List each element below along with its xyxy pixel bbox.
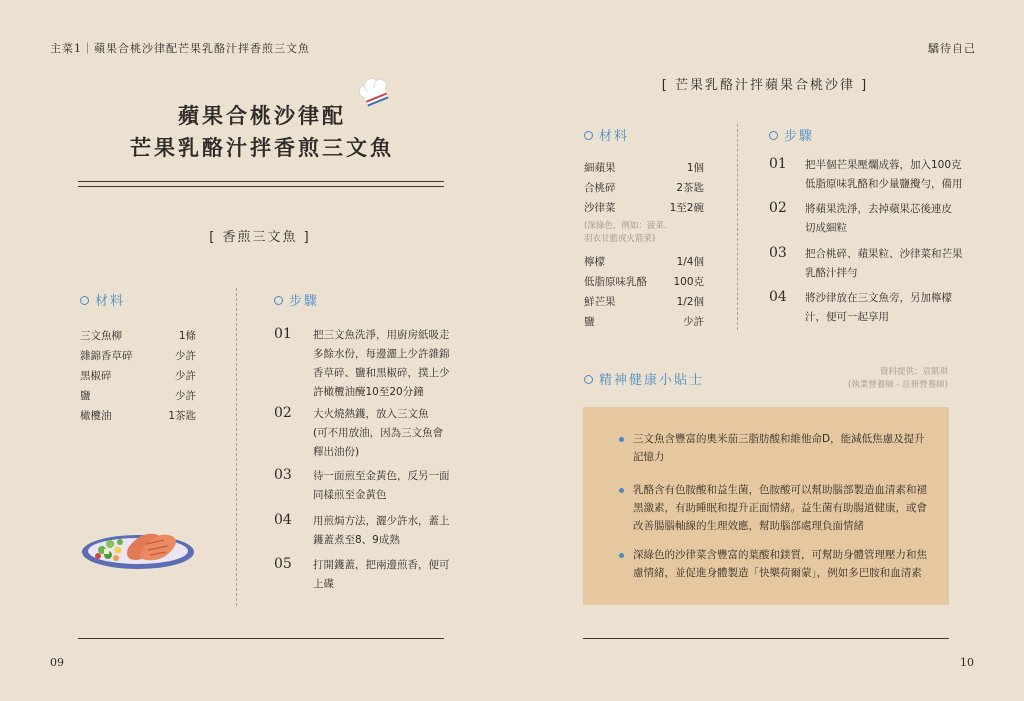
step-number: 03 bbox=[274, 467, 292, 483]
bottom-rule-left bbox=[78, 638, 444, 639]
ingredients-list-left bbox=[80, 328, 196, 428]
bullet-dot-icon bbox=[619, 553, 624, 558]
step-number: 04 bbox=[769, 289, 787, 305]
ingredient-qty: 1條 bbox=[178, 330, 196, 342]
step-text: 將蘋果洗淨，去掉蘋果芯後連皮 切成細粒 bbox=[805, 203, 952, 234]
tips-box bbox=[583, 407, 949, 605]
ingredient-qty: 1至2碗 bbox=[669, 202, 704, 214]
circle-bullet-icon bbox=[584, 131, 593, 140]
step-text: 待一面煎至金黃色，反另一面 同樣煎至金黃色 bbox=[313, 470, 450, 501]
step-number: 02 bbox=[274, 405, 292, 421]
ingredients-list-right bbox=[584, 160, 704, 332]
ingredient-row bbox=[584, 254, 704, 270]
tip-item: 三文魚含豐富的奧米茄三脂肪酸和維他命D，能減低焦慮及提升 記憶力 bbox=[633, 433, 925, 463]
ingredient-qty: 1/4個 bbox=[676, 256, 704, 268]
circle-bullet-icon bbox=[80, 296, 89, 305]
ingredient-row bbox=[584, 160, 704, 176]
left-running-header: 主菜1｜蘋果合桃沙律配芒果乳酪汁拌香煎三文魚 bbox=[50, 42, 310, 55]
ingredient-name: 低脂原味乳酪 bbox=[584, 276, 647, 288]
circle-bullet-icon bbox=[769, 131, 778, 140]
column-divider-right bbox=[737, 124, 738, 330]
step-text: 把三文魚洗淨，用廚房紙吸走 多餘水份，每邊灑上少許雜錦 香草碎、鹽和黑椒碎，撲上少 許橄欖油醃10至20分鐘 bbox=[313, 329, 450, 398]
step-text: 打開鑊蓋，把兩邊煎香，便可 上碟 bbox=[313, 559, 450, 590]
ingredient-name: 鹽 bbox=[584, 316, 595, 328]
step-number: 02 bbox=[769, 200, 787, 216]
bottom-rule-right bbox=[583, 638, 949, 639]
title-divider bbox=[78, 181, 444, 187]
page-number-left: 09 bbox=[50, 656, 64, 669]
section-tag-salad: [ 芒果乳酪汁拌蘋果合桃沙律 ] bbox=[661, 78, 869, 93]
recipe-title-line2: 芒果乳酪汁拌香煎三文魚 bbox=[130, 135, 394, 160]
ingredient-qty: 少許 bbox=[683, 316, 704, 328]
step-text: 把合桃碎、蘋果粒、沙律菜和芒果 乳酪汁拌勻 bbox=[805, 248, 963, 279]
ingredient-qty: 1/2個 bbox=[676, 296, 704, 308]
ingredient-qty: 少許 bbox=[175, 390, 196, 402]
recipe-title-line1: 蘋果合桃沙律配 bbox=[178, 103, 346, 128]
ingredient-qty: 少許 bbox=[175, 350, 196, 362]
ingredient-row bbox=[584, 180, 704, 196]
ingredients-heading-right: 材料 bbox=[584, 125, 629, 144]
steps-heading-left: 步驟 bbox=[274, 290, 319, 309]
step-text: 將沙律放在三文魚旁，另加檸檬 汁，便可一起享用 bbox=[805, 292, 952, 323]
step-number: 01 bbox=[769, 156, 787, 172]
ingredient-row bbox=[584, 274, 704, 290]
ingredient-row bbox=[80, 368, 196, 384]
step-number: 01 bbox=[274, 326, 292, 342]
ingredient-row bbox=[80, 348, 196, 364]
ingredient-qty: 1茶匙 bbox=[168, 410, 196, 422]
ingredient-name: 鮮芒果 bbox=[584, 296, 616, 308]
ingredient-name: 沙律菜 bbox=[584, 202, 616, 214]
ingredient-name: 三文魚柳 bbox=[80, 330, 122, 342]
ingredient-row bbox=[584, 314, 704, 330]
step-text: 把半個芒果壓爛成蓉，加入100克 低脂原味乳酪和少量鹽攪勻，備用 bbox=[805, 159, 963, 190]
step-number: 04 bbox=[274, 512, 292, 528]
ingredient-qty: 少許 bbox=[175, 370, 196, 382]
circle-bullet-icon bbox=[274, 296, 283, 305]
steps-heading-right: 步驟 bbox=[769, 125, 814, 144]
section-tag-salmon: [ 香煎三文魚 ] bbox=[209, 230, 311, 245]
ingredient-qty: 2茶匙 bbox=[676, 182, 704, 194]
ingredient-qty: 100克 bbox=[673, 276, 704, 288]
step-text: 用煎焗方法，灑少許水，蓋上 鑊蓋煮至8、9成熟 bbox=[313, 515, 450, 546]
page-number-right: 10 bbox=[960, 656, 974, 669]
right-running-header: 驕待自己 bbox=[928, 42, 976, 55]
ingredient-name: 合桃碎 bbox=[584, 182, 616, 194]
tip-item: 乳酪含有色胺酸和益生菌，色胺酸可以幫助腦部製造血清素和褪 黑激素，有助睡眠和提升正面情緒。益生菌有助腸道健康，或會 改善腸腦軸線的生理效應，幫助腦部處理負面情緒 bbox=[633, 484, 927, 532]
ingredient-row bbox=[584, 200, 704, 216]
ingredients-heading-left: 材料 bbox=[80, 290, 125, 309]
step-number: 03 bbox=[769, 245, 787, 261]
ingredient-name: 橄欖油 bbox=[80, 410, 112, 422]
step-text: 大火燒熱鑊，放入三文魚 (可不用放油，因為三文魚會 釋出油份) bbox=[313, 408, 444, 458]
circle-bullet-icon bbox=[584, 375, 593, 384]
bullet-dot-icon bbox=[619, 437, 624, 442]
ingredient-name: 黑椒碎 bbox=[80, 370, 112, 382]
ingredient-row bbox=[584, 294, 704, 310]
step-number: 05 bbox=[274, 556, 292, 572]
ingredient-row bbox=[80, 328, 196, 344]
ingredient-name: 鹽 bbox=[80, 390, 91, 402]
tip-item: 深綠色的沙律菜含豐富的葉酸和鎂質，可幫助身體管理壓力和焦 慮情緒，並促進身體製造「快樂荷爾蒙」，例如多巴胺和血清素 bbox=[633, 549, 927, 579]
ingredient-note: (深綠色，例如：菠菜、 羽衣甘藍或火箭菜) bbox=[584, 221, 673, 244]
column-divider-left bbox=[236, 288, 237, 606]
ingredient-row bbox=[80, 388, 196, 404]
ingredient-name: 檸檬 bbox=[584, 256, 605, 268]
ingredient-name: 細蘋果 bbox=[584, 162, 616, 174]
bullet-dot-icon bbox=[619, 488, 624, 493]
ingredient-row bbox=[80, 408, 196, 424]
ingredient-name: 雜錦香草碎 bbox=[80, 350, 133, 362]
tips-heading: 精神健康小貼士 bbox=[584, 369, 704, 388]
ingredient-qty: 1個 bbox=[686, 162, 704, 174]
salmon-plate-illustration bbox=[80, 522, 200, 576]
chef-hat-icon bbox=[355, 76, 395, 112]
tips-credit: 資料提供：袁凱琪 (執業營養師 - 註冊營養師) bbox=[847, 367, 948, 390]
